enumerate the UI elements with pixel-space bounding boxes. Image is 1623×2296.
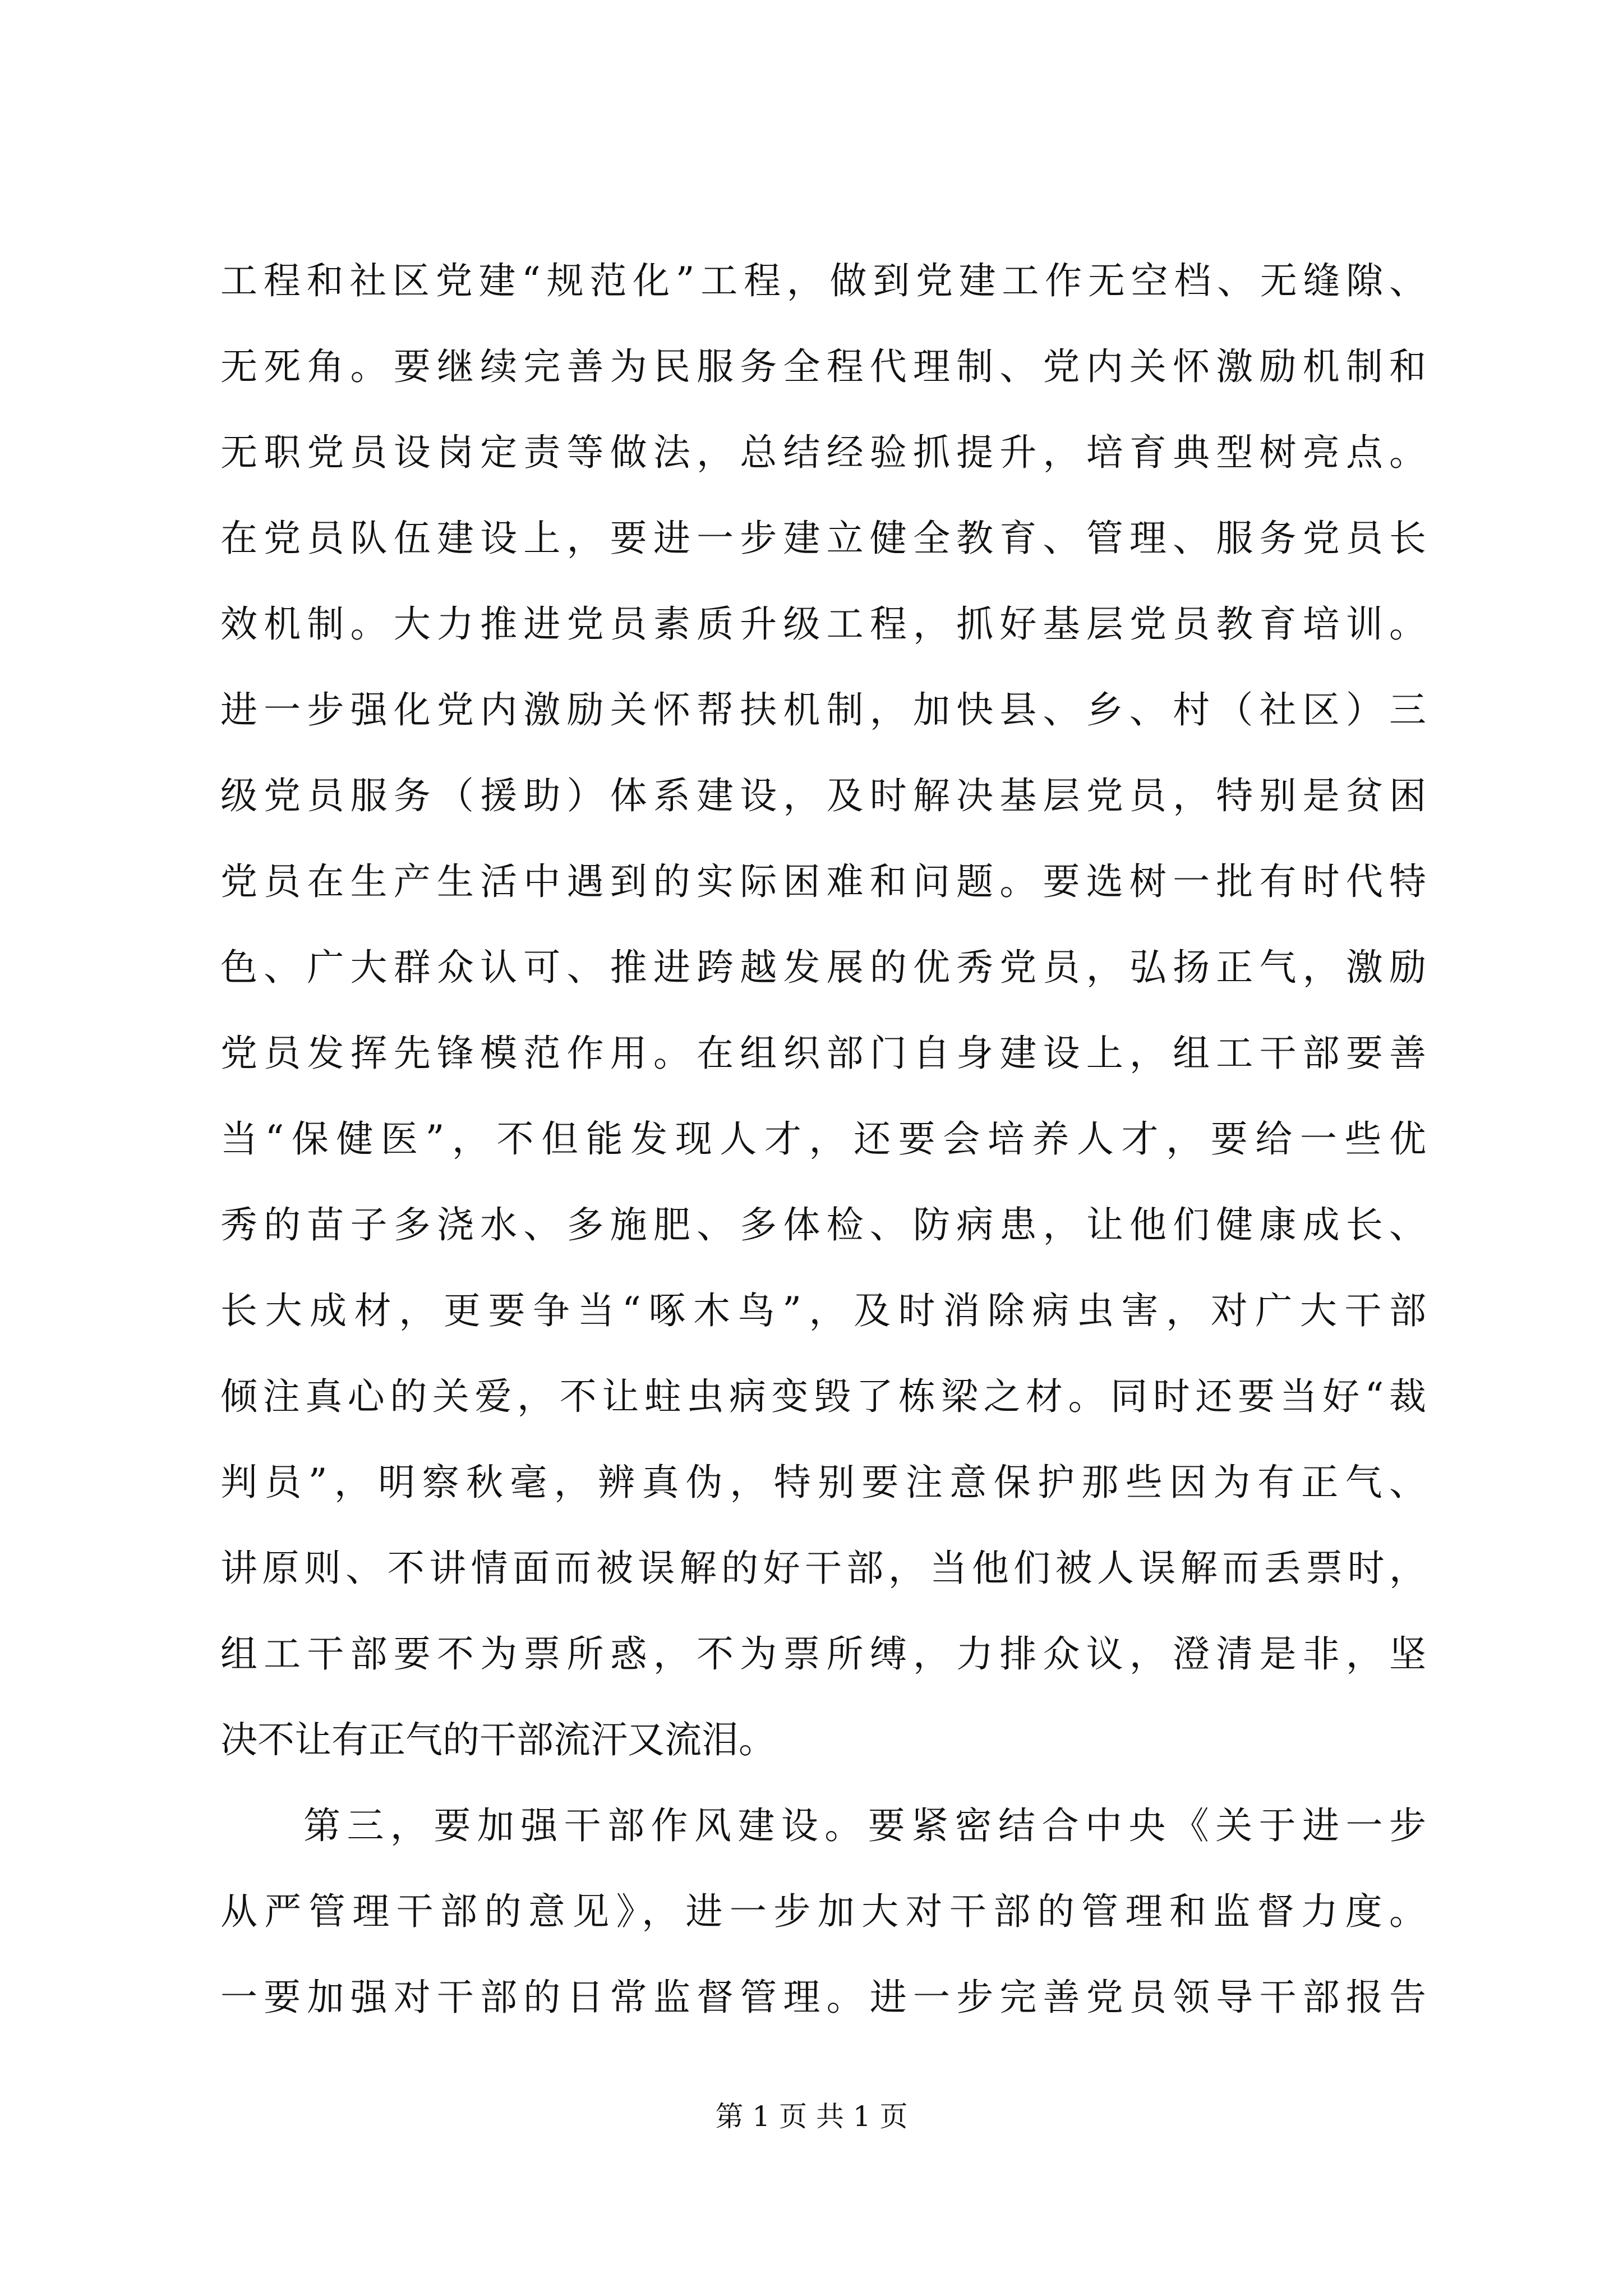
text-line: 无职党员设岗定责等做法，总结经验抓提升，培育典型树亮点。 <box>220 431 1426 474</box>
text-line: 无死角。要继续完善为民服务全程代理制、党内关怀激励机制和 <box>220 345 1426 388</box>
document-body <box>220 261 1426 2063</box>
text-line: 秀的苗子多浇水、多施肥、多体检、防病患，让他们健康成长、 <box>220 1203 1426 1246</box>
paragraph-start-line: 第三，要加强干部作风建设。要紧密结合中央《关于进一步 <box>303 1804 1426 1847</box>
text-line: 倾注真心的关爱，不让蛀虫病变毁了栋梁之材。同时还要当好“裁 <box>220 1375 1426 1418</box>
text-line: 从严管理干部的意见》，进一步加大对干部的管理和监督力度。 <box>220 1890 1426 1933</box>
text-line: 判员”，明察秋毫，辨真伪，特别要注意保护那些因为有正气、 <box>220 1461 1426 1504</box>
text-line: 长大成材，更要争当“啄木鸟”，及时消除病虫害，对广大干部 <box>220 1289 1426 1332</box>
text-line: 党员发挥先锋模范作用。在组织部门自身建设上，组工干部要善 <box>220 1032 1426 1075</box>
text-line: 一要加强对干部的日常监督管理。进一步完善党员领导干部报告 <box>220 1976 1426 2019</box>
text-line: 级党员服务（援助）体系建设，及时解决基层党员，特别是贫困 <box>220 774 1426 817</box>
paragraph-end-line: 决不让有正气的干部流汗又流泪。 <box>220 1718 776 1761</box>
text-line: 色、广大群众认可、推进跨越发展的优秀党员，弘扬正气，激励 <box>220 946 1426 989</box>
page-footer: 第 1 页 共 1 页 <box>715 2100 908 2133</box>
text-line: 党员在生产生活中遇到的实际困难和问题。要选树一批有时代特 <box>220 860 1426 903</box>
text-line: 当“保健医”，不但能发现人才，还要会培养人才，要给一些优 <box>220 1117 1426 1161</box>
text-line: 讲原则、不讲情面而被误解的好干部，当他们被人误解而丢票时， <box>220 1547 1426 1590</box>
text-line: 工程和社区党建“规范化”工程，做到党建工作无空档、无缝隙、 <box>220 259 1426 302</box>
text-line: 效机制。大力推进党员素质升级工程，抓好基层党员教育培训。 <box>220 602 1426 646</box>
text-line: 在党员队伍建设上，要进一步建立健全教育、管理、服务党员长 <box>220 517 1426 560</box>
text-line: 进一步强化党内激励关怀帮扶机制，加快县、乡、村（社区）三 <box>220 688 1426 731</box>
text-line: 组工干部要不为票所惑，不为票所缚，力排众议，澄清是非，坚 <box>220 1632 1426 1676</box>
